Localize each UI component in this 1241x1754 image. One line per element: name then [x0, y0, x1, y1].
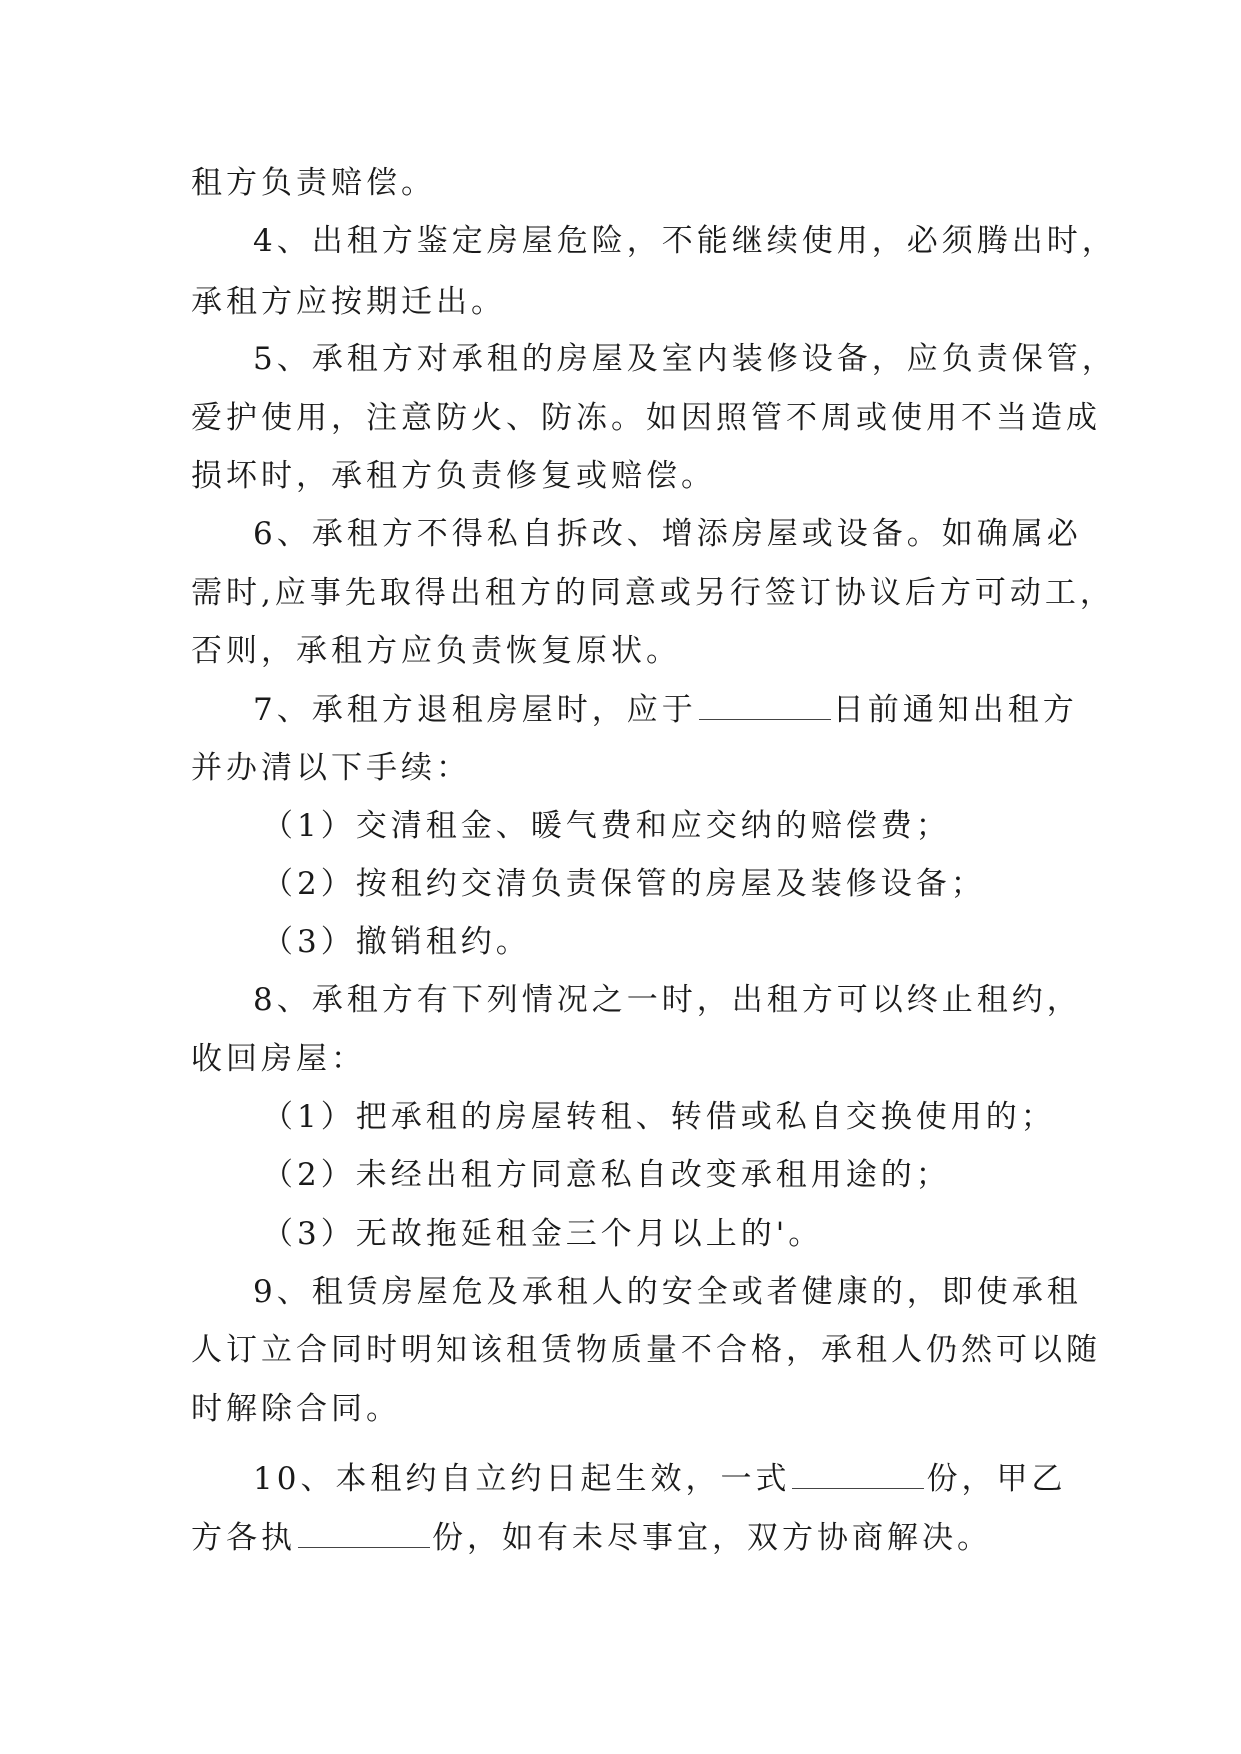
text-line: 损坏时，承租方负责修复或赔偿。: [191, 458, 716, 494]
clause-8: 8、承租方有下列情况之一时，出租方可以终止租约，: [253, 982, 1082, 1018]
text-line: 需时,应事先取得出租方的同意或另行签订协议后方可动工，: [191, 575, 1115, 611]
clause-7: [253, 690, 1078, 730]
clause-5: 5、承租方对承租的房屋及室内装修设备，应负责保管，: [253, 341, 1117, 377]
text-line: 承租方应按期迁出。: [191, 284, 506, 320]
fill-blank-copies[interactable]: [792, 1462, 924, 1489]
fill-blank-days[interactable]: [699, 693, 831, 720]
text-line: 并办清以下手续：: [191, 750, 471, 786]
fill-blank-each-copies[interactable]: [298, 1521, 430, 1548]
text-line: 时解除合同。: [191, 1391, 401, 1427]
text-line: 租方负责赔偿。: [191, 165, 436, 201]
list-item: （3）无故拖延租金三个月以上的'。: [262, 1216, 824, 1252]
clause-10-text-before: 10、本租约自立约日起生效，一式: [253, 1461, 791, 1497]
list-item: （2）未经出租方同意私自改变承租用途的；: [262, 1157, 951, 1193]
text-line: 人订立合同时明知该租赁物质量不合格，承租人仍然可以随: [191, 1332, 1101, 1368]
clause-6: 6、承租方不得私自拆改、增添房屋或设备。如确属必: [253, 516, 1082, 552]
clause-10: [253, 1459, 1066, 1499]
clause-4: 4、出租方鉴定房屋危险，不能继续使用，必须腾出时，: [253, 223, 1117, 259]
list-item: （3）撤销租约。: [262, 924, 531, 960]
text-line: 否则，承租方应负责恢复原状。: [191, 633, 681, 669]
clause-10b-text-after: 份，如有未尽事宜，双方协商解决。: [432, 1520, 992, 1556]
text-line: 收回房屋：: [191, 1041, 366, 1077]
clause-10b-text-before: 方各执: [191, 1520, 296, 1556]
text-line: 爱护使用，注意防火、防冻。如因照管不周或使用不当造成: [191, 400, 1101, 436]
clause-10-text-after: 份，甲乙: [926, 1461, 1067, 1497]
clause-7-text-after: 日前通知出租方: [832, 692, 1078, 728]
list-item: （1）交清租金、暖气费和应交纳的赔偿费；: [262, 808, 951, 844]
clause-10-continued: [191, 1518, 992, 1558]
list-item: （2）按租约交清负责保管的房屋及装修设备；: [262, 866, 986, 902]
clause-7-text-before: 7、承租方退租房屋时，应于: [253, 692, 697, 728]
clause-9: 9、租赁房屋危及承租人的安全或者健康的，即使承租: [253, 1274, 1082, 1310]
list-item: （1）把承租的房屋转租、转借或私自交换使用的；: [262, 1099, 1056, 1135]
